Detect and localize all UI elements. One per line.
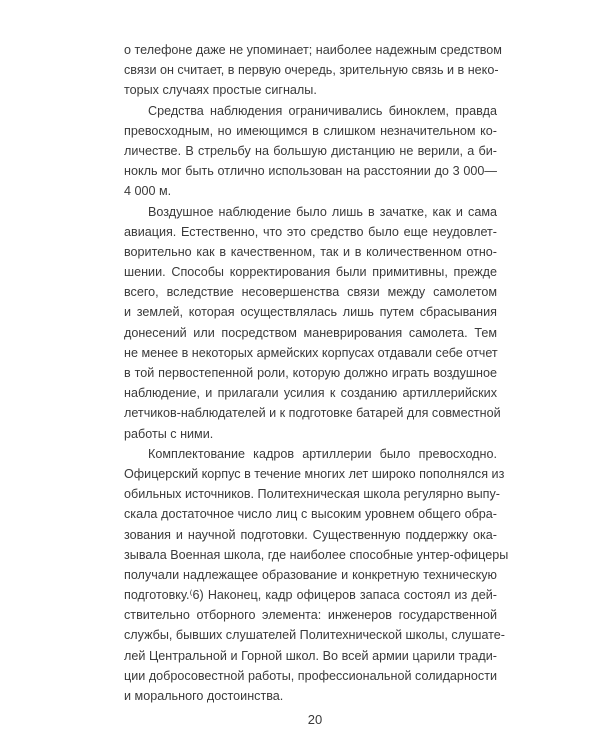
- text-line: службы, бывших слушателей Политехнической школы, слушате-: [124, 628, 506, 643]
- text-line: зывала Военная школа, где наиболее способные унтер-офицеры: [124, 547, 509, 562]
- paragraph: [124, 444, 509, 706]
- text-line: и землей, которая осуществлялась лишь путем сбрасывания: [124, 305, 497, 320]
- page-body: [124, 40, 509, 706]
- text-line: Средства наблюдения ограничивались биноклем, правда: [148, 103, 497, 118]
- text-line: личестве. В стрельбу на большую дистанцию не верили, а би-: [124, 143, 497, 158]
- text-line: ствительно отборного элемента: инженеров государственной: [124, 608, 497, 623]
- text-line: летчиков-наблюдателей и к подготовке батарей для совместной: [124, 406, 501, 421]
- paragraph: [124, 202, 501, 444]
- text-line: шении. Способы корректирования были примитивны, прежде: [124, 265, 497, 280]
- paragraph: [124, 40, 502, 101]
- text-line: 4 000 м.: [124, 184, 172, 199]
- text-line: связи он считает, в первую очередь, зрительную связь и в неко-: [124, 63, 499, 78]
- text-line: скала достаточное число лиц с высоким уровнем общего обра-: [124, 507, 497, 522]
- text-line: зования и научной подготовки. Существенную поддержку ока-: [124, 527, 497, 542]
- text-line: наблюдение, и прилагали усилия к созданию артиллерийских: [124, 386, 497, 401]
- text-line: всего, вследствие несовершенства связи между самолетом: [124, 285, 497, 300]
- text-line: торых случаях простые сигналы.: [124, 83, 317, 98]
- text-line: Воздушное наблюдение было лишь в зачатке, как и сама: [148, 204, 497, 219]
- text-line: лей Центральной и Горной школ. Во всей армии царили тради-: [124, 648, 497, 663]
- text-line: Комплектование кадров артиллерии было превосходно.: [148, 446, 497, 461]
- text-line: работы с ними.: [124, 426, 214, 441]
- text-line: не менее в некоторых армейских корпусах отдавали себе отчет: [124, 345, 498, 360]
- text-line: авиация. Естественно, что это средство было еще неудовлет-: [124, 224, 497, 239]
- page-number: 20: [307, 712, 323, 727]
- text-line: нокль мог быть отлично использован на расстоянии до 3 000—: [124, 164, 497, 179]
- text-line: Офицерский корпус в течение многих лет широко пополнялся из: [124, 466, 505, 481]
- text-line: превосходным, но имеющимся в слишком незначительном ко-: [124, 123, 497, 138]
- text-line: получали надлежащее образование и конкретную техническую: [124, 567, 497, 582]
- text-line: о телефоне даже не упоминает; наиболее надежным средством: [124, 43, 502, 57]
- text-line: обильных источников. Политехническая школа регулярно выпу-: [124, 487, 500, 502]
- text-line: и морального достоинства.: [124, 689, 284, 703]
- text-line: донесений или посредством маневрирования самолета. Тем: [124, 325, 497, 340]
- paragraph: [124, 101, 497, 202]
- text-line: в той первостепенной роли, которую должно играть воздушное: [124, 366, 497, 380]
- text-line: ции добросовестной работы, профессиональной солидарности: [124, 668, 497, 683]
- text-line: ворительно как в качественном, так и в количественном отно-: [124, 244, 497, 259]
- text-line: подготовку.⁽6) Наконец, кадр офицеров запаса состоял из дей-: [124, 588, 497, 603]
